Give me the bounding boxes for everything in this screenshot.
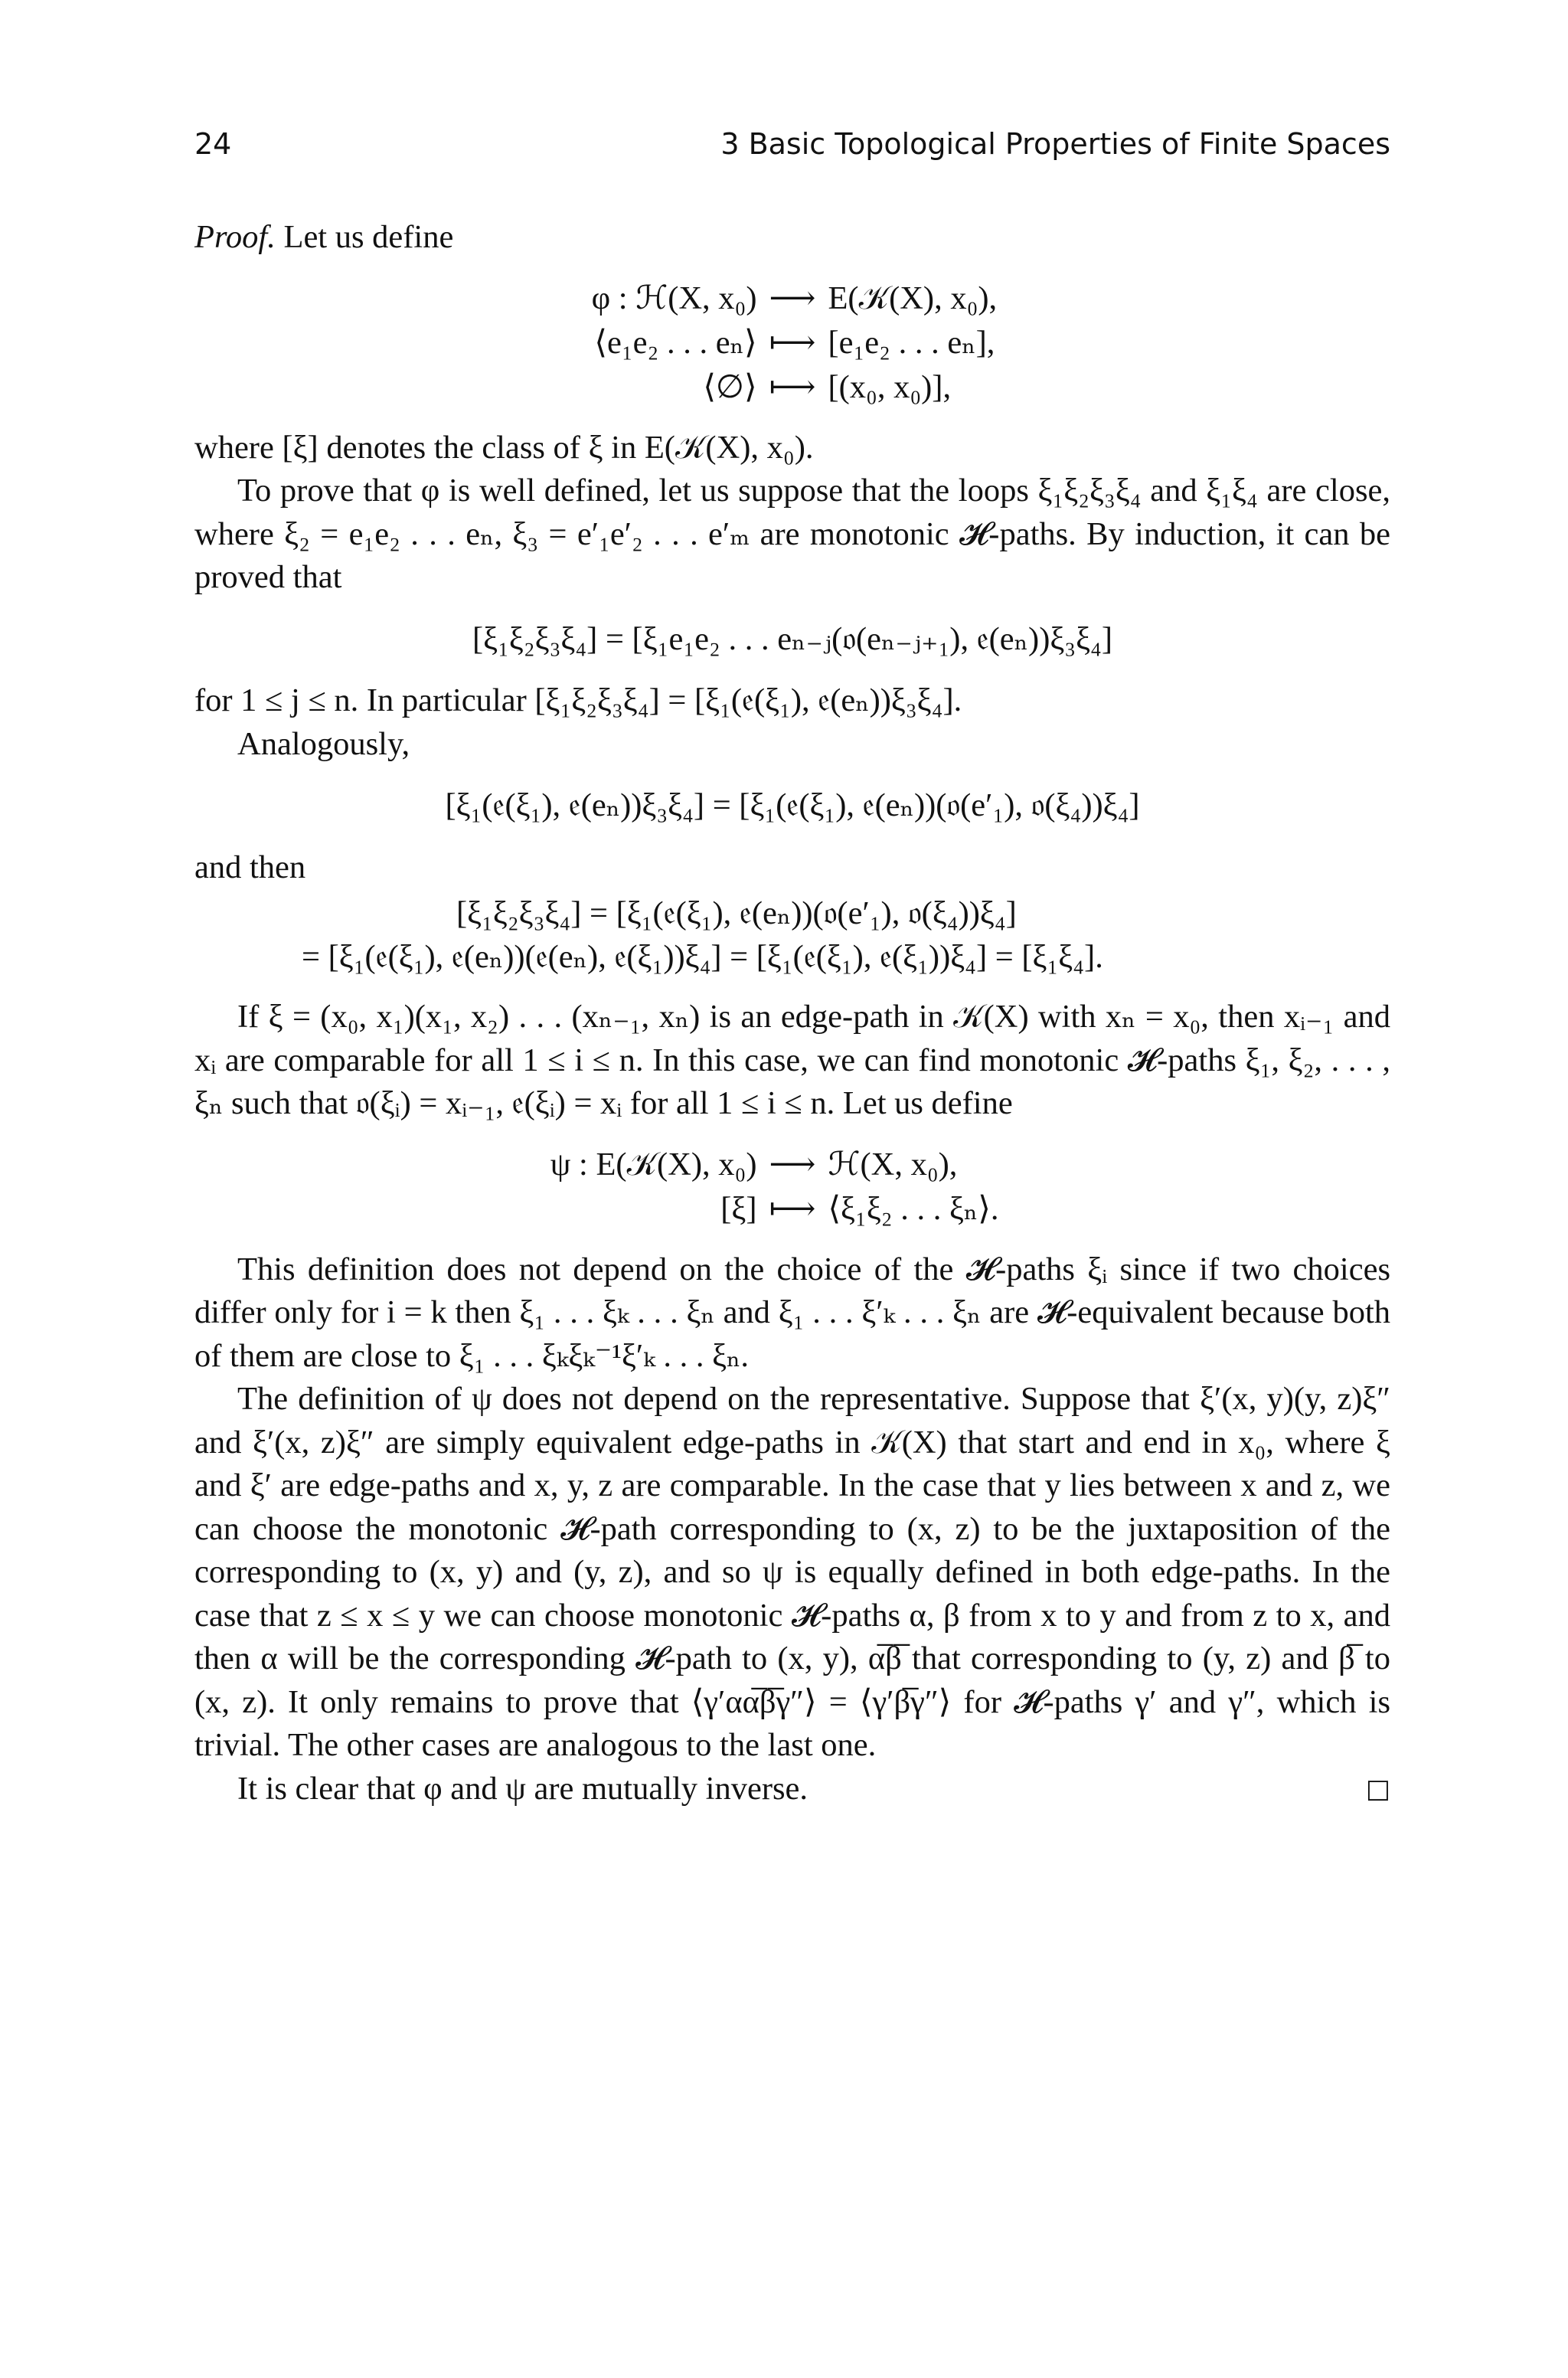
paragraph-and-then: and then — [194, 849, 306, 885]
paragraph-edge-path: If ξ = (x₀, x₁)(x₁, x₂) . . . (xₙ₋₁, xₙ) is an edge-path in 𝒦(X) with xₙ = x₀, then xᵢ₋₁ and xᵢ are comparable for all 1 ≤ i ≤ n. In this case, we can find monotonic 𝓗-paths ξ₁, ξ₂, . . . , ξₙ such that 𝔬(ξᵢ) = xᵢ₋₁, 𝔢(ξᵢ) = xᵢ for all 1 ≤ i ≤ n. Let us define — [194, 999, 1390, 1121]
psi-row2-right: ⟨ξ₁ξ₂ . . . ξₙ⟩. — [828, 1190, 999, 1227]
phi-row3-arrow: ⟼ — [769, 368, 816, 405]
phi-row2-right: [e₁e₂ . . . eₙ], — [828, 324, 995, 361]
proof-heading: Proof. — [194, 219, 276, 255]
psi-row2-arrow: ⟼ — [769, 1190, 816, 1227]
conclusion-text: It is clear that φ and ψ are mutually inverse. — [237, 1770, 808, 1807]
phi-row2-arrow: ⟼ — [769, 324, 816, 361]
paragraph-representative: The definition of ψ does not depend on the representative. Suppose that ξ′(x, y)(y, z)ξ″ and ξ′(x, z)ξ″ are simply equivalent edge-paths in 𝒦(X) that start and end in x₀, where ξ and ξ′ are edge-paths and x, y, z are comparable. In the case that y lies between x and z, we can choose the monotonic 𝓗-path corresponding to (x, z) to be the juxtaposition of the corresponding to (x, y) and (y, z), and so ψ is equally defined in both edge-paths. In the case that z ≤ x ≤ y we can choose monotonic 𝓗-paths α, β from x to y and from z to x, and then α will be the corresponding 𝓗-path to (x, y), α̅β̅ that corresponding to (y, z) and β̅ to (x, z). It only remains to prove that ⟨γ′αα̅β̅γ″⟩ = ⟨γ′β̅γ″⟩ for 𝓗-paths γ′ and γ″, which is trivial. The other cases are analogous to the last one. — [194, 1381, 1390, 1763]
phi-row1-left: φ : ℋ(X, x₀) — [591, 280, 757, 316]
page-number: 24 — [194, 127, 232, 161]
phi-definition — [194, 276, 1390, 410]
psi-definition — [194, 1143, 1390, 1232]
psi-row1-arrow: ⟶ — [769, 1146, 816, 1182]
paragraph-class-definition: where [ξ] denotes the class of ξ in E(𝒦(X), x₀). — [194, 429, 814, 466]
equation-chain — [194, 892, 1390, 979]
phi-row3-right: [(x₀, x₀)], — [828, 368, 952, 405]
qed-box-icon: □ — [1365, 1773, 1390, 1804]
paragraph-analogously: Analogously, — [237, 725, 410, 762]
proof-intro: Let us define — [283, 219, 454, 255]
psi-row1-left: ψ : E(𝒦(X), x₀) — [550, 1146, 757, 1182]
equation-chain-line2: = [ξ₁(𝔢(ξ₁), 𝔢(eₙ))(𝔢(eₙ), 𝔢(ξ₁))ξ₄] = [ξ₁(𝔢(ξ₁), 𝔢(ξ₁))ξ₄] = [ξ₁ξ₄]. — [302, 938, 1103, 975]
paragraph-conclusion — [194, 1768, 1390, 1811]
phi-row1-arrow: ⟶ — [769, 280, 816, 316]
phi-row2-left: ⟨e₁e₂ . . . eₙ⟩ — [594, 324, 757, 361]
psi-row2-left: [ξ] — [720, 1190, 757, 1227]
psi-row1-right: ℋ(X, x₀), — [828, 1146, 958, 1182]
paragraph-well-defined: To prove that φ is well defined, let us suppose that the loops ξ₁ξ₂ξ₃ξ₄ and ξ₁ξ₄ are close, where ξ₂ = e₁e₂ . . . eₙ, ξ₃ = e′₁e′₂ . . . e′ₘ are monotonic 𝓗-paths. By induction, it can be proved that — [194, 473, 1390, 595]
running-header — [194, 127, 1390, 164]
paragraph-choice-independence: This definition does not depend on the choice of the 𝓗-paths ξᵢ since if two choices differ only for i = k then ξ₁ . . . ξₖ . . . ξₙ and ξ₁ . . . ξ′ₖ . . . ξₙ are 𝓗-equivalent because both of them are close to ξ₁ . . . ξₖξₖ⁻¹ξ′ₖ . . . ξₙ. — [194, 1251, 1390, 1374]
phi-row3-left: ⟨∅⟩ — [703, 368, 757, 405]
equation-induction: [ξ₁ξ₂ξ₃ξ₄] = [ξ₁e₁e₂ . . . eₙ₋ⱼ(𝔬(eₙ₋ⱼ₊₁), 𝔢(eₙ))ξ₃ξ₄] — [472, 620, 1113, 657]
equation-analogous: [ξ₁(𝔢(ξ₁), 𝔢(eₙ))ξ₃ξ₄] = [ξ₁(𝔢(ξ₁), 𝔢(eₙ))(𝔬(e′₁), 𝔬(ξ₄))ξ₄] — [445, 787, 1140, 823]
equation-chain-line1: [ξ₁ξ₂ξ₃ξ₄] = [ξ₁(𝔢(ξ₁), 𝔢(eₙ))(𝔬(e′₁), 𝔬(ξ₄))ξ₄] — [456, 895, 1017, 931]
proof-body — [194, 216, 1390, 1810]
running-title: 3 Basic Topological Properties of Finite Spaces — [720, 127, 1390, 161]
phi-row1-right: E(𝒦(X), x₀), — [828, 280, 998, 316]
paragraph-in-particular: for 1 ≤ j ≤ n. In particular [ξ₁ξ₂ξ₃ξ₄] = [ξ₁(𝔢(ξ₁), 𝔢(eₙ))ξ₃ξ₄]. — [194, 682, 962, 718]
proof-opening — [194, 216, 1390, 260]
